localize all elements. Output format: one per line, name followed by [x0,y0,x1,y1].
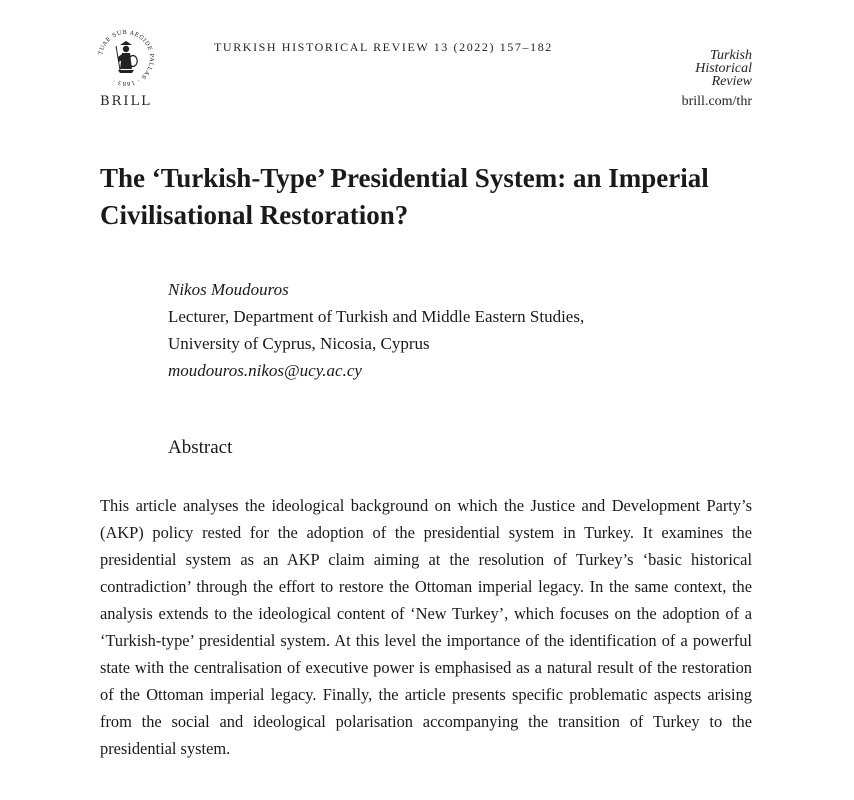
article-title: The ‘Turkish-Type’ Presidential System: an Imperial Civilisational Restoration? [100,163,709,230]
author-email-link[interactable]: moudouros.nikos@ucy.ac.cy [168,361,362,380]
author-affiliation-line-1: Lecturer, Department of Turkish and Middle Eastern Studies, [168,307,585,326]
author-affiliation-line-2: University of Cyprus, Nicosia, Cyprus [168,334,430,353]
author-block [168,276,584,384]
running-head-text: TURKISH HISTORICAL REVIEW 13 (2022) 157–182 [214,40,553,54]
running-head [214,40,553,56]
journal-name-line-1: Turkish [709,48,752,63]
abstract-text: This article analyses the ideological background on which the Justice and Development Party’s (AKP) policy rested for the adoption of the presidential system in Turkey. It examines the presidential system as an AKP claim aiming at the resolution of Turkey’s ‘basic historical contradiction’ through the effort to restore the Ottoman imperial legacy. In the same context, the analysis extends to the ideological content of ‘New Turkey’, which focuses on the adoption of a ‘Turkish-type’ presidential system. At this level the importance of the identification of a powerful state with the centralisation of executive power is emphasised as a natural result of the restoration of the Ottoman imperial legacy. Finally, the article presents specific problematic aspects arising from the social and ideological polarisation accompanying the transition of Turkey to the presidential system. [100,496,752,758]
journal-name-line-3: Review [711,74,752,89]
abstract-heading: Abstract [168,437,233,458]
publisher-name: BRILL [100,94,152,109]
seal-text: TUAE SUB AEGIDE PALLAS · 1683 · [98,29,155,87]
journal-url-link[interactable]: brill.com/thr [681,94,752,109]
journal-name-line-2: Historical [695,61,752,76]
journal-name [695,49,752,88]
brill-seal-icon [96,28,156,88]
author-name: Nikos Moudouros [168,280,289,299]
